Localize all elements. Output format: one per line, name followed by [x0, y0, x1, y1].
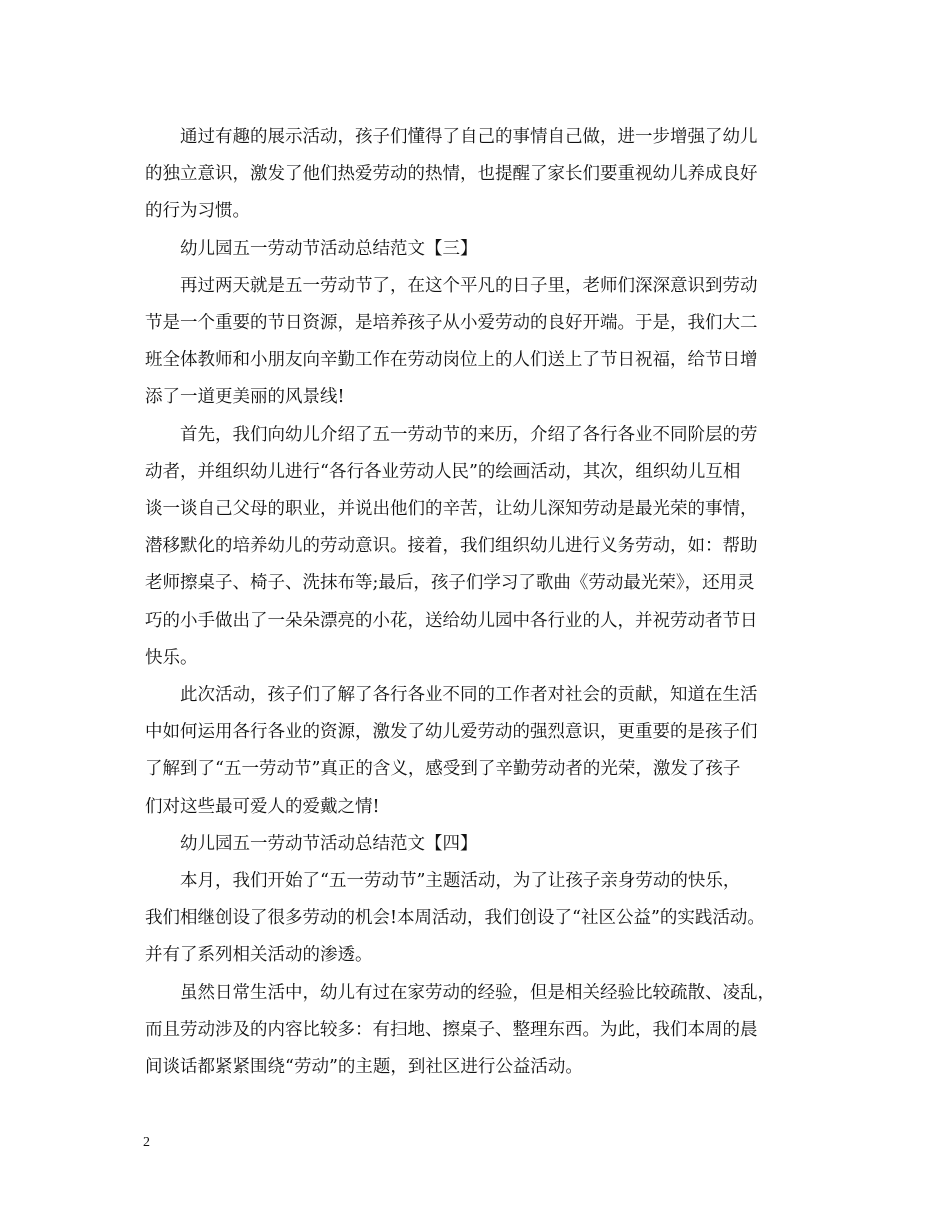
text-line: 幼儿园五一劳动节活动总结范文【三】 — [145, 238, 478, 259]
text-line: 幼儿园五一劳动节活动总结范文【四】 — [145, 833, 478, 854]
text-line: 巧的小手做出了一朵朵漂亮的小花，送给幼儿园中各行业的人，并祝劳动者节日 — [145, 610, 758, 631]
text-line: 谈一谈自己父母的职业，并说出他们的辛苦，让幼儿深知劳动是最光荣的事情， — [145, 499, 758, 519]
text-line: 间谈话都紧紧围绕“劳动”的主题，到社区进行公益活动。 — [145, 1057, 583, 1077]
text-line: 添了一道更美丽的风景线! — [145, 387, 345, 408]
page-number: 2 — [143, 1135, 150, 1150]
text-line: 快乐。 — [145, 647, 198, 668]
text-line: 首先，我们向幼儿介绍了五一劳动节的来历，介绍了各行各业不同阶层的劳 — [145, 424, 758, 445]
text-line: 们对这些最可爱人的爱戴之情! — [145, 796, 380, 817]
text-line: 再过两天就是五一劳动节了，在这个平凡的日子里，老师们深深意识到劳动 — [145, 275, 758, 296]
text-line: 中如何运用各行各业的资源，激发了幼儿爱劳动的强烈意识，更重要的是孩子们 — [145, 722, 758, 743]
text-line: 虽然日常生活中，幼儿有过在家劳动的经验，但是相关经验比较疏散、凌乱， — [145, 982, 775, 1003]
text-line: 我们相继创设了很多劳动的机会!本周活动，我们创设了“社区公益”的实践活动。 — [145, 908, 765, 929]
text-line: 了解到了“五一劳动节”真正的含义，感受到了辛勤劳动者的光荣，激发了孩子 — [145, 759, 741, 780]
text-line: 动者，并组织幼儿进行“各行各业劳动人民”的绘画活动，其次，组织幼儿互相 — [145, 461, 741, 482]
text-line: 本月，我们开始了“五一劳动节”主题活动，为了让孩子亲身劳动的快乐， — [145, 871, 741, 891]
text-line: 老师擦桌子、椅子、洗抹布等;最后，孩子们学习了歌曲《劳动最光荣》，还用灵 — [145, 573, 755, 594]
text-line: 班全体教师和小朋友向辛勤工作在劳动岗位上的人们送上了节日祝福，给节日增 — [145, 350, 758, 371]
text-line: 通过有趣的展示活动，孩子们懂得了自己的事情自己做，进一步增强了幼儿 — [145, 127, 758, 147]
text-line: 并有了系列相关活动的渗透。 — [145, 945, 373, 966]
text-line: 节是一个重要的节日资源，是培养孩子从小爱劳动的良好开端。于是，我们大二 — [145, 313, 758, 333]
text-line: 的行为习惯。 — [145, 201, 250, 222]
text-line: 此次活动，孩子们了解了各行各业不同的工作者对社会的贡献，知道在生活 — [145, 685, 758, 705]
text-line: 潜移默化的培养幼儿的劳动意识。接着，我们组织幼儿进行义务劳动，如：帮助 — [145, 536, 758, 557]
text-line: 而且劳动涉及的内容比较多：有扫地、擦桌子、整理东西。为此，我们本周的晨 — [145, 1019, 758, 1040]
text-line: 的独立意识，激发了他们热爱劳动的热情，也提醒了家长们要重视幼儿养成良好 — [145, 164, 758, 185]
